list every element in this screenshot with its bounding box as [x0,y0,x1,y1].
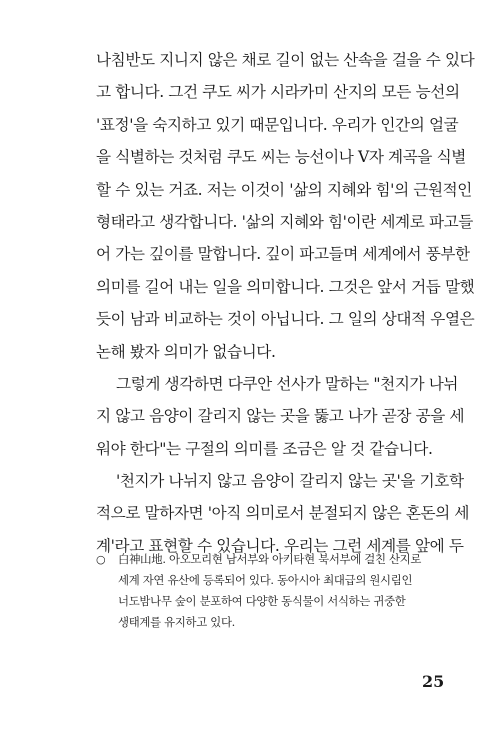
body-line: 나침반도 지니지 않은 채로 길이 없는 산속을 걸을 수 있다 [96,51,475,69]
body-line: '표정'을 숙지하고 있기 때문입니다. 우리가 인간의 얼굴 [96,115,459,134]
footnote-line: 너도밤나무 숲이 분포하여 다양한 동식물이 서식하는 귀중한 [118,594,406,608]
body-line: 할 수 있는 거죠. 저는 이것이 '삶의 지혜와 힘'의 근원적인 [96,180,472,199]
body-line: 고 합니다. 그건 쿠도 씨가 시라카미 산지의 모든 능선의 [96,83,460,102]
body-line: '천지가 나뉘지 않고 음양이 갈리지 않는 곳'을 기호학 [116,472,464,491]
page-number: 25 [422,672,445,691]
footnote-marker: ○ [96,553,106,566]
footnote [96,549,463,633]
footnote-line: 생태계를 유지하고 있다. [118,615,235,629]
body-text [96,44,475,562]
footnote-line: 세계 자연 유산에 등록되어 있다. 동아시아 최대급의 원시림인 [118,573,413,587]
body-line: 어 가는 깊이를 말합니다. 깊이 파고들며 세계에서 풍부한 [96,245,470,264]
footnote-line: 白神山地. 아오모리현 남서부와 아키타현 북서부에 걸친 산지로 [118,552,422,566]
body-line: 계'라고 표현할 수 있습니다. 우리는 그런 세계를 앞에 두 [96,536,464,555]
body-line: 논해 봤자 의미가 없습니다. [96,342,276,361]
body-line: 듯이 남과 비교하는 것이 아닙니다. 그 일의 상대적 우열은 [96,310,475,329]
body-line: 을 식별하는 것처럼 쿠도 씨는 능선이나 V자 계곡을 식별 [96,148,466,167]
body-line: 워야 한다"는 구절의 의미를 조금은 알 것 같습니다. [96,439,433,458]
body-line: 형태라고 생각합니다. '삶의 지혜와 힘'이란 세계로 파고들 [96,212,473,231]
body-line: 지 않고 음양이 갈리지 않는 곳을 뚫고 나가 곧장 공을 세 [96,407,465,426]
body-line: 그렇게 생각하면 다쿠안 선사가 말하는 "천지가 나뉘 [116,374,459,393]
body-line: 적으로 말하자면 '아직 의미로서 분절되지 않은 혼돈의 세 [96,504,470,523]
body-line: 의미를 길어 내는 일을 의미합니다. 그것은 앞서 거듭 말했 [96,277,475,296]
